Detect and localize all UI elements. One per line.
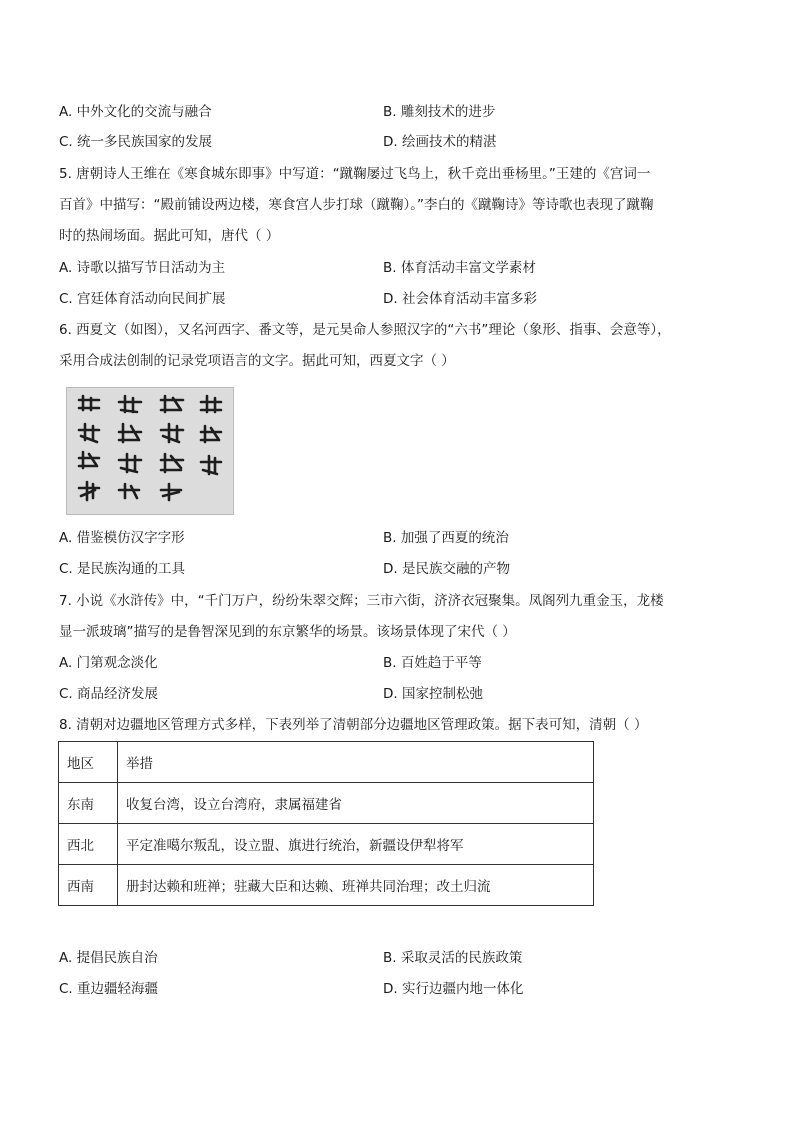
table-cell-region: 东南 <box>59 783 118 824</box>
table-header-row <box>59 742 594 783</box>
q8-option-c[interactable]: C. 重边疆轻海疆 <box>59 981 159 997</box>
q8-option-a[interactable]: A. 提倡民族自治 <box>59 950 158 966</box>
table-row <box>59 783 594 824</box>
q7-option-b[interactable]: B. 百姓趋于平等 <box>383 655 482 671</box>
xixia-script-stele-image <box>66 387 234 515</box>
q6-stem-line-2: 采用合成法创制的记录党项语言的文字。据此可知，西夏文字（ ） <box>59 353 455 369</box>
q4-option-a[interactable]: A. 中外文化的交流与融合 <box>59 104 212 120</box>
q4-option-c[interactable]: C. 统一多民族国家的发展 <box>59 134 213 150</box>
table-header-region: 地区 <box>59 742 118 783</box>
q6-options-row-2 <box>59 558 739 580</box>
q8-option-b[interactable]: B. 采取灵活的民族政策 <box>383 950 523 966</box>
q5-stem-line-1: 5. 唐朝诗人王维在《寒食城东即事》中写道：“蹴鞠屡过飞鸟上，秋千竞出垂杨里。”王建的《宫词一 <box>59 166 651 182</box>
q5-option-b[interactable]: B. 体育活动丰富文学素材 <box>383 260 536 276</box>
q5-stem-line-2: 百首》中描写：“殿前铺设两边楼，寒食宫人步打球（蹴鞠）。”李白的《蹴鞠诗》等诗歌也表现了蹴鞠 <box>59 197 654 213</box>
q7-option-c[interactable]: C. 商品经济发展 <box>59 686 159 702</box>
q6-option-a[interactable]: A. 借鉴模仿汉字字形 <box>59 530 185 546</box>
q5-stem-line-3: 时的热闹场面。据此可知，唐代（ ） <box>59 228 280 244</box>
q7-options-row-1 <box>59 652 739 674</box>
table-row <box>59 865 594 906</box>
q6-stem-line-1: 6. 西夏文（如图），又名河西字、番文等，是元昊命人参照汉字的“六书”理论（象形、指事、会意等）， <box>59 322 671 338</box>
table-cell-measure: 平定准噶尔叛乱，设立盟、旗进行统治，新疆设伊犁将军 <box>118 824 594 865</box>
table-header-measure: 举措 <box>118 742 594 783</box>
xixia-script-icon <box>67 388 233 514</box>
q5-options-row-1 <box>59 257 739 279</box>
table-cell-region: 西北 <box>59 824 118 865</box>
q7-options-row-2 <box>59 683 739 705</box>
q5-option-d[interactable]: D. 社会体育活动丰富多彩 <box>383 291 537 307</box>
q6-option-d[interactable]: D. 是民族交融的产物 <box>383 561 510 577</box>
policy-table <box>58 741 594 906</box>
q8-stem: 8. 清朝对边疆地区管理方式多样，下表列举了清朝部分边疆地区管理政策。据下表可知，清朝（ ） <box>59 717 648 733</box>
q7-option-a[interactable]: A. 门第观念淡化 <box>59 655 158 671</box>
q4-option-d[interactable]: D. 绘画技术的精湛 <box>383 134 497 150</box>
q4-options-row-1 <box>59 101 739 123</box>
q5-option-c[interactable]: C. 宫廷体育活动向民间扩展 <box>59 291 226 307</box>
q7-option-d[interactable]: D. 国家控制松弛 <box>383 686 483 702</box>
q6-options-row-1 <box>59 527 739 549</box>
q8-option-d[interactable]: D. 实行边疆内地一体化 <box>383 981 524 997</box>
q4-option-b[interactable]: B. 雕刻技术的进步 <box>383 104 496 120</box>
q8-options-row-1 <box>59 947 739 969</box>
q7-stem-line-2: 显一派玻璃”描写的是鲁智深见到的东京繁华的场景。该场景体现了宋代（ ） <box>59 624 516 640</box>
q5-options-row-2 <box>59 288 739 310</box>
q8-options-row-2 <box>59 978 739 1000</box>
q6-option-b[interactable]: B. 加强了西夏的统治 <box>383 530 509 546</box>
q4-options-row-2 <box>59 131 739 153</box>
q6-option-c[interactable]: C. 是民族沟通的工具 <box>59 561 186 577</box>
q5-option-a[interactable]: A. 诗歌以描写节日活动为主 <box>59 260 226 276</box>
q7-stem-line-1: 7. 小说《水浒传》中，“千门万户，纷纷朱翠交辉；三市六街，济济衣冠聚集。凤阁列九重金玉，龙楼 <box>59 593 664 609</box>
table-cell-region: 西南 <box>59 865 118 906</box>
table-row <box>59 824 594 865</box>
table-cell-measure: 册封达赖和班禅；驻藏大臣和达赖、班禅共同治理；改土归流 <box>118 865 594 906</box>
table-cell-measure: 收复台湾，设立台湾府，隶属福建省 <box>118 783 594 824</box>
